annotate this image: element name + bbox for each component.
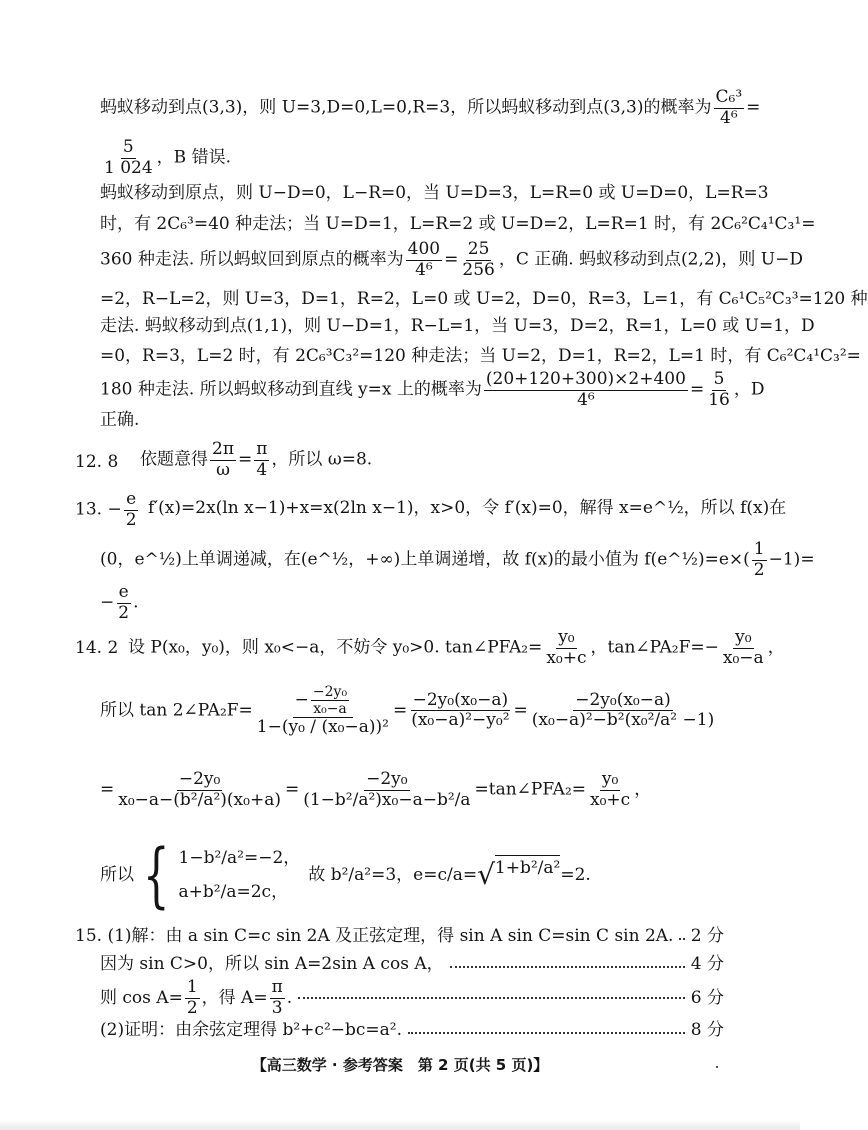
answer-text: 依题意得 $\frac{2\pi}{\omega}$ = $\frac{\pi}{4}$ ，所以 ω=8. (140, 439, 373, 480)
text: ，C 正确. 蚂蚁移动到点(2,2)，则 U−D (498, 249, 803, 270)
text: ，得 A= (201, 987, 268, 1008)
solution-line: 蚂蚁移动到原点，则 U−D=0，L−R=0，当 U=D=3，L=R=0 或 U=D=0，L=R=3 (100, 183, 769, 203)
solution-line (0, 138, 800, 178)
text: 所以 tan 2∠PA₂F= (100, 700, 253, 721)
score: 8 分 (690, 1020, 724, 1040)
text: − (100, 592, 115, 613)
question-number: 12. 8 (75, 452, 119, 472)
page-footer: 【高三数学 · 参考答案 第 2 页(共 5 页)】 (251, 1056, 549, 1074)
fraction: $\frac{\pi}{4}$ (256, 439, 268, 480)
text: 1−b²/a²=−2， (178, 847, 301, 868)
text: =2. (560, 864, 591, 885)
score: 4 分 (690, 954, 724, 974)
solution-line: 时，有 2C₆³=40 种走法；当 U=D=1，L=R=2 或 U=D=2，L=R=1 时，有 2C₆²C₄¹C₃¹= (100, 214, 816, 234)
text: ，所以 ω=8. (271, 449, 373, 470)
text: −1)= (768, 549, 815, 570)
fraction: $\frac{\text{−2y₀}}{\text{(1−b²/a²)x₀−a−b²/a}}$ (303, 769, 471, 810)
text: 所以 (100, 864, 134, 885)
fraction: $\frac{\pi}{3}$ (271, 977, 283, 1018)
answer-text (128, 627, 785, 668)
question-number: 13. − $\frac{e}{2}$ (75, 489, 137, 530)
fraction: $\frac{\text{y₀}}{\text{x₀−a}}$ (722, 627, 764, 668)
score: 2 分 (690, 926, 724, 946)
fraction: $\frac{\text{−2y₀(x₀−a)}}{\text{(x₀−a)²−b²(x₀²/a² −1)}}$ (531, 689, 715, 731)
text: . (133, 592, 139, 613)
fraction: $\frac{\text{y₀}}{\text{x₀+c}}$ (546, 627, 587, 668)
solution-line (0, 834, 800, 916)
fraction: $\frac{5}{16}$ (708, 369, 730, 410)
text: ，tan∠PA₂F=− (590, 637, 719, 658)
text: 依题意得 (140, 449, 208, 470)
solution-line: 走法. 蚂蚁移动到点(1,1)，则 U−D=1，R−L=1，当 U=3，D=2，R=1，L=0 或 U=1，D (100, 316, 815, 336)
leader-dots (679, 938, 684, 940)
scan-speck (716, 1066, 718, 1068)
solution-line: =0，R=3，L=2 时，有 2C₆³C₃²=120 种走法；当 U=2，D=1，R=2，L=1 时，有 C₆²C₄¹C₃²= (100, 346, 861, 366)
text: = (746, 97, 761, 118)
solution-line: 正确. (100, 410, 140, 430)
leader-dots (408, 1032, 685, 1034)
fraction: $\frac{\text{y₀}}{\text{x₀+c}}$ (590, 769, 631, 810)
text: 则 cos A= (100, 987, 183, 1008)
fraction: − −2y₀ x₀−a 1−(y₀ / (x₀−a))² (256, 684, 389, 738)
text: 蚂蚁移动到点(3,3)，则 U=3,D=0,L=0,R=3，所以蚂蚁移动到点(3,3)的概率为 (100, 97, 712, 118)
text: ， (767, 637, 785, 658)
fraction: $\frac{e}{2}$ (118, 582, 130, 623)
square-root: √ 1+b²/a² (477, 855, 560, 895)
fraction: $\frac{\text{−2y₀}}{\text{x₀−a−(b²/a²)(x₀+a)}}$ (118, 769, 281, 810)
left-brace: { (142, 834, 170, 916)
solution-line: 所以 tan 2∠PA₂F= − −2y₀ x₀−a 1−(y₀ / (x₀−a))² = $\frac{\text{−2y₀(x₀−a)}}{\text{(x₀−a)²−y₀²}}$ = $\frac{\text{−2y₀(x₀−a)}}{\text{(x₀−a)²−b²(x₀²/a² −1)}}$ (100, 684, 715, 738)
solution-line (0, 583, 800, 623)
text: = (392, 700, 408, 721)
fraction: $\frac{2\pi}{\omega}$ (212, 439, 234, 480)
fraction: $\frac{(20+120+300)\times 2+400}{\text{4⁶}}$ (485, 369, 686, 410)
leader-dots (450, 966, 685, 968)
text: (0，e^½)上单调递减，在(e^½，+∞)上单调递增，故 f(x)的最小值为 f(e^½)=e×( (100, 549, 750, 570)
page-edge-shadow (0, 1120, 800, 1130)
solution-line: 180 种走法. 所以蚂蚁移动到直线 y=x 上的概率为 $\frac{(20+120+300)\times 2+400}{\text{4⁶}}$ = $\frac{5}{16}$ ，D (100, 369, 765, 410)
solution-line: 360 种走法. 所以蚂蚁回到原点的概率为 $\frac{400}{\text{4⁶}}$ = $\frac{25}{256}$ ，C 正确. 蚂蚁移动到点(2,2)，则 U−D (100, 239, 803, 280)
fraction: $\frac{e}{2}$ (125, 489, 137, 530)
text: 因为 sin C>0，所以 sin A=2sin A cos A， (100, 954, 444, 974)
question-number: 14. 2 (75, 638, 119, 658)
text: (2)证明：由余弦定理得 b²+c²−bc=a². (100, 1020, 403, 1040)
text: . (286, 987, 293, 1008)
fraction: $\frac{25}{256}$ (462, 239, 495, 280)
score: 6 分 (690, 987, 724, 1008)
text: 设 P(x₀，y₀)，则 x₀<−a，不妨令 y₀>0. tan∠PFA₂= (128, 637, 543, 658)
solution-line: = $\frac{\text{−2y₀}}{\text{x₀−a−(b²/a²)(x₀+a)}}$ = $\frac{\text{−2y₀}}{\text{(1−b²/a²)x₀−a−b²/a}}$ =tan∠PFA₂= $\frac{\text{y₀}}{\text{x₀+c}}$ ， (100, 769, 652, 810)
answer-text: f′(x)=2x(ln x−1)+x=x(2ln x−1)，x>0，令 f′(x)=0，解得 x=e^½，所以 f(x)在 (148, 498, 787, 518)
text: a+b²/a=2c， (178, 882, 289, 902)
text: ， (634, 779, 652, 800)
fraction: $\frac{\text{C₆³}}{\text{4⁶}}$ (715, 87, 743, 128)
text: =tan∠PFA₂= (474, 779, 587, 800)
fraction: $\frac{1}{2}$ (186, 977, 198, 1018)
fraction: −2y₀ x₀−a (312, 684, 348, 718)
text: ，B 错误. (156, 147, 231, 168)
solution-line: =2，R−L=2，则 U=3，D=1，R=2，L=0 或 U=2，D=0，R=3，L=1，有 C₆¹C₅²C₃³=120 种 (100, 289, 868, 309)
leader-dots (298, 997, 685, 999)
text: 故 b²/a²=3，e=c/a= (308, 864, 478, 885)
text: 180 种走法. 所以蚂蚁移动到直线 y=x 上的概率为 (100, 379, 482, 400)
fraction: $\frac{400}{\text{4⁶}}$ (407, 239, 441, 280)
fraction: $\frac{5}{1 024}$ (104, 137, 153, 178)
equation-system (179, 848, 301, 903)
text: ，D (733, 379, 765, 400)
text: 15. (1)解：由 a sin C=c sin 2A 及正弦定理，得 sin A sin C=sin C sin 2A. (75, 926, 674, 946)
fraction: $\frac{\text{−2y₀(x₀−a)}}{\text{(x₀−a)²−y₀²}}$ (411, 689, 510, 731)
text: 360 种走法. 所以蚂蚁回到原点的概率为 (100, 249, 404, 270)
solution-line (0, 88, 800, 128)
solution-line (0, 539, 815, 580)
fraction: $\frac{1}{2}$ (753, 539, 765, 580)
